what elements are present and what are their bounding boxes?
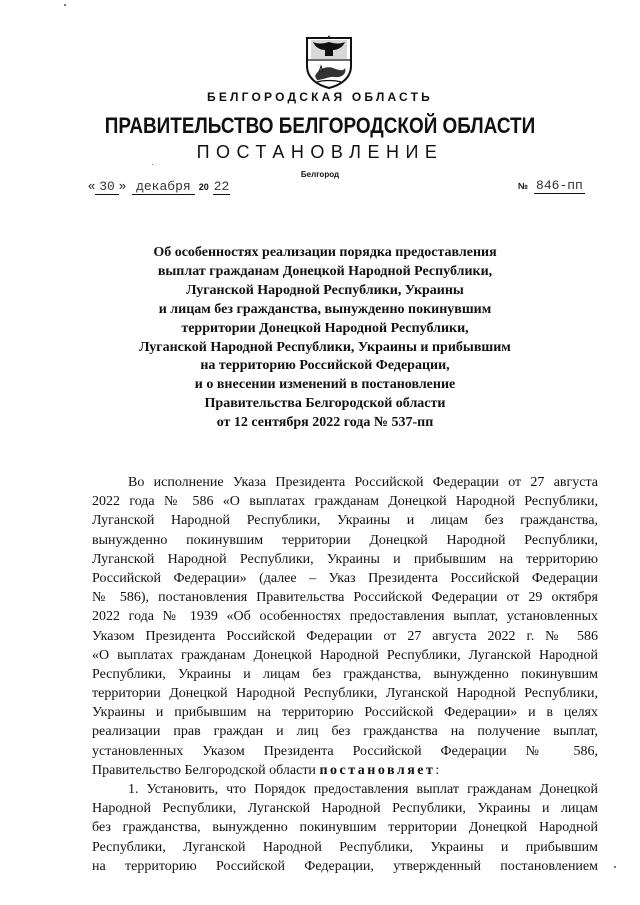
body-line: Во исполнение Указа Президента Российской Федерации от 27 августа xyxy=(128,475,598,490)
date-open-quote: « xyxy=(88,178,96,193)
scan-speck xyxy=(64,4,66,6)
title-line: Луганской Народной Республики, Украины xyxy=(186,282,464,298)
document-body xyxy=(92,473,598,876)
region-name: БЕЛГОРОДСКАЯ ОБЛАСТЬ xyxy=(207,90,433,104)
date-day: 30 xyxy=(95,179,119,195)
city-name: Белгород xyxy=(300,170,340,179)
government-name: ПРАВИТЕЛЬСТВО БЕЛГОРОДСКОЙ ОБЛАСТИ xyxy=(104,113,536,138)
document-number xyxy=(518,178,585,194)
item-line: 1. Установить, что Порядок предоставления выплат гражданам Донецкой xyxy=(128,782,598,797)
document-date xyxy=(88,178,230,195)
body-line: установленных Указом Президента Российской Федерации № 586, xyxy=(92,743,598,759)
body-line: Республики, Украины и лицам без гражданства, вынужденно покинувшим xyxy=(92,666,598,682)
title-line: Луганской Народной Республики, Украины и прибывшим xyxy=(139,339,511,355)
scan-speck xyxy=(614,866,616,868)
body-line: Указом Президента Российской Федерации от 27 августа 2022 г. № 586 xyxy=(92,628,598,644)
title-line: территории Донецкой Народной Республики, xyxy=(181,320,469,336)
body-line: № 586), постановления Правительства Российской Федерации от 29 октября xyxy=(92,590,598,606)
title-line: Об особенностях реализации порядка предоставления xyxy=(153,245,497,260)
title-line: на территорию Российской Федерации, xyxy=(200,358,450,374)
number-value: 846-пп xyxy=(536,178,583,193)
item-line: Республики, Луганской Народной Республики, Украины и прибывшим xyxy=(92,839,598,855)
date-month: декабря xyxy=(132,179,195,195)
title-line: и лицам без гражданства, вынужденно покинувшим xyxy=(158,301,492,317)
document-type: ПОСТАНОВЛЕНИЕ xyxy=(196,142,444,162)
date-year-prefix: 20 xyxy=(198,182,209,192)
title-line: выплат гражданам Донецкой Народной Республики, xyxy=(157,263,493,279)
body-line: территории Донецкой Народной Республики, Луганской Народной Республики, xyxy=(92,686,598,702)
body-line: Луганской Народной Республики, Украины и лицам без гражданства, xyxy=(92,513,598,529)
item-line: без гражданства, вынужденно покинувшим территории Донецкой Народной xyxy=(92,820,598,836)
resolve-prefix: Правительство Белгородской области xyxy=(92,762,320,778)
body-line: Украины и прибывшим на территорию Российской Федерации» и в целях xyxy=(92,705,598,721)
body-line: «О выплатах гражданам Донецкой Народной Республики, Луганской Народной xyxy=(92,647,598,663)
body-line: реализации прав граждан и лиц без гражданства на получение выплат, xyxy=(92,724,598,740)
title-line: от 12 сентября 2022 года № 537-пп xyxy=(216,415,434,431)
coat-of-arms-icon xyxy=(303,30,355,90)
body-line: вынужденно покинувшим территории Донецкой Народной Республики, xyxy=(92,532,598,548)
body-line: 2022 года № 586 «О выплатах гражданам Донецкой Народной Республики, xyxy=(92,494,598,510)
number-label: № xyxy=(518,181,529,191)
body-line: Луганской Народной Республики, Украины и прибывшим на территорию xyxy=(92,551,598,567)
resolve-line xyxy=(92,761,598,780)
body-line: Российской Федерации» (далее – Указ Президента Российской Федерации xyxy=(92,570,598,586)
date-year-suffix: 22 xyxy=(213,179,230,194)
date-close-quote: » xyxy=(118,178,127,193)
item-line: Народной Республики, Луганской Народной Республики, Украины и лицам xyxy=(92,801,598,817)
body-line: 2022 года № 1939 «Об особенностях предоставления выплат, установленных xyxy=(92,609,598,625)
title-line: и о внесении изменений в постановление xyxy=(194,377,456,393)
scan-speck xyxy=(152,164,153,165)
title-line: Правительства Белгородской области xyxy=(204,396,446,412)
document-title xyxy=(100,244,550,433)
item-line: на территорию Российской Федерации, утвержденный постановлением xyxy=(92,858,598,874)
resolve-suffix: : xyxy=(435,762,440,778)
resolve-emphasis: постановляет xyxy=(319,762,436,778)
